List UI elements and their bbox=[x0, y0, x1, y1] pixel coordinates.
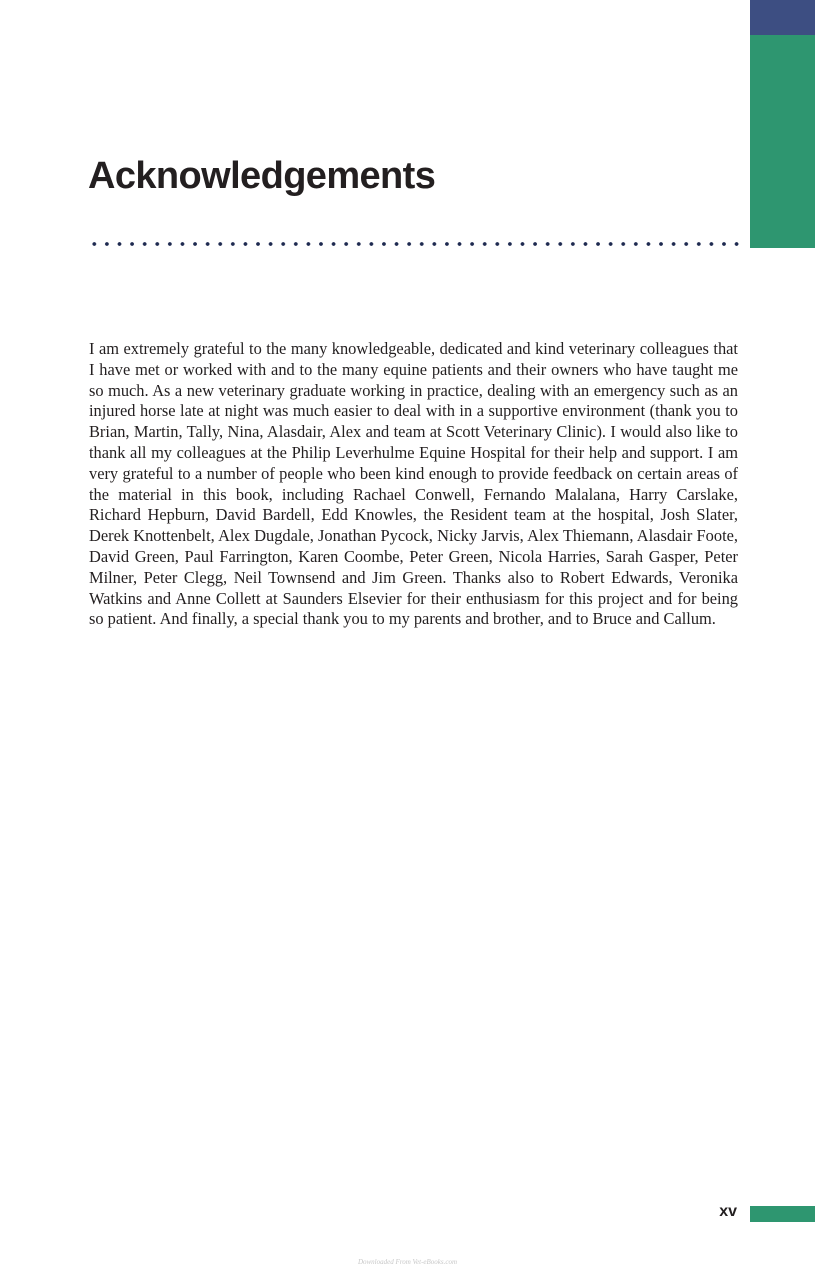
footer-tab bbox=[750, 1206, 815, 1222]
thumb-tab-navy bbox=[750, 0, 815, 35]
thumb-tab-green bbox=[750, 35, 815, 248]
page-title: Acknowledgements bbox=[88, 155, 436, 197]
dotted-rule bbox=[88, 241, 740, 247]
acknowledgements-paragraph: I am extremely grateful to the many knowledgeable, dedicated and kind veterinary colleagues that I have met or worked with and to the many equine patients and their owners who have taught me so much. As a new veterinary graduate working in practice, dealing with an emergency such as an injured horse late at night was much easier to deal with in a supportive environment (thank you to Brian, Martin, Tally, Nina, Alasdair, Alex and team at Scott Veterinary Clinic). I would also like to thank all my colleagues at the Philip Leverhulme Equine Hospital for their help and support. I am very grateful to a number of people who been kind enough to provide feedback on certain areas of the material in this book, including Rachael Conwell, Fernando Malalana, Harry Carslake, Richard Hepburn, David Bardell, Edd Knowles, the Resident team at the hospital, Josh Slater, Derek Knottenbelt, Alex Dugdale, Jonathan Pycock, Nicky Jarvis, Alex Thiemann, Alasdair Foote, David Green, Paul Farrington, Karen Coombe, Peter Green, Nicola Harries, Sarah Gasper, Peter Milner, Peter Clegg, Neil Townsend and Jim Green. Thanks also to Robert Edwards, Veronika Watkins and Anne Collett at Saunders Elsevier for their enthusiasm for this project and for being so patient. And finally, a special thank you to my parents and brother, and to Bruce and Callum. bbox=[89, 339, 738, 629]
page-number: xv bbox=[719, 1203, 737, 1220]
download-watermark: Downloaded From Vet-eBooks.com bbox=[357, 1258, 458, 1266]
